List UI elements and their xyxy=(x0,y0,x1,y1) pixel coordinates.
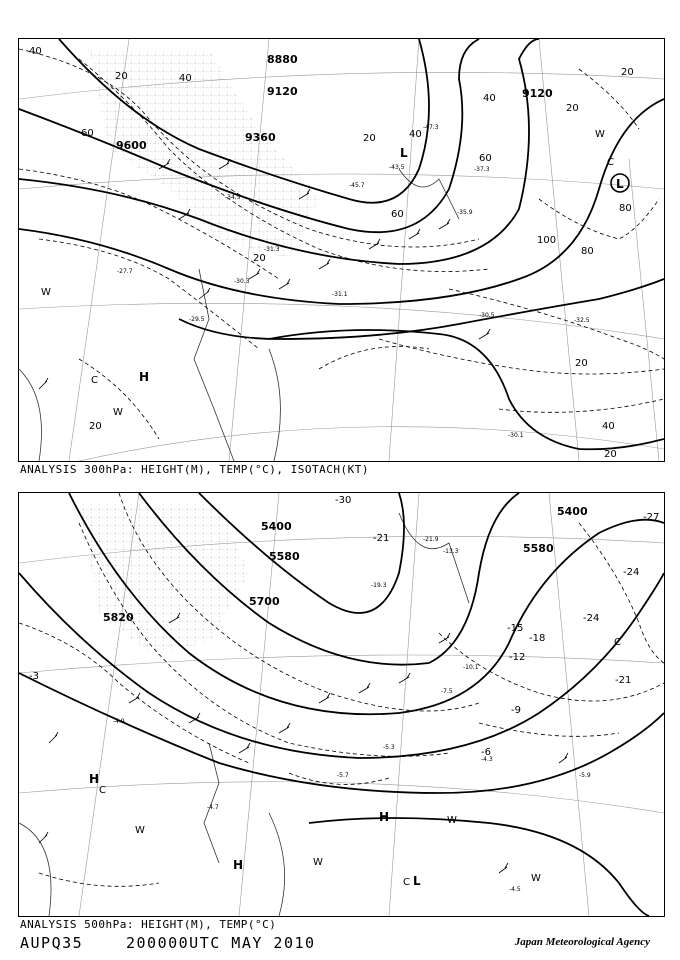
cold-center-marker: C xyxy=(607,157,614,168)
high-pressure-marker: H xyxy=(89,772,100,786)
isotherm-label: -15 xyxy=(507,623,524,634)
station-temp: -45.7 xyxy=(349,182,365,189)
isotach-label: 40 xyxy=(179,73,192,84)
station-temp: -5.7 xyxy=(337,772,349,779)
isotach-label: 20 xyxy=(621,67,634,78)
low-pressure-marker: L xyxy=(413,874,421,888)
station-temp: -43.5 xyxy=(389,164,405,171)
height-label: 9600 xyxy=(116,139,147,152)
isotach-label: 100 xyxy=(537,235,557,246)
station-temp: -13.3 xyxy=(443,548,459,555)
low-pressure-marker: L xyxy=(400,146,408,160)
isotach-label: 40 xyxy=(29,46,42,57)
cold-center-marker: C xyxy=(99,785,106,796)
isotach-label: 80 xyxy=(581,246,594,257)
isotherm-label: -12 xyxy=(509,652,526,663)
station-temp: -4.9 xyxy=(113,718,125,725)
station-temp: -37.3 xyxy=(474,166,490,173)
isotherm-label: -18 xyxy=(529,633,546,644)
isotherm-label: -21 xyxy=(373,533,390,544)
isotach-label: 20 xyxy=(604,449,617,460)
station-temp: -30.3 xyxy=(234,278,250,285)
isotach-label: 20 xyxy=(115,71,128,82)
station-temp: -47.3 xyxy=(423,124,439,131)
station-temp: -21.9 xyxy=(423,536,439,543)
isotach-label: 60 xyxy=(81,128,94,139)
caption-300hpa: ANALYSIS 300hPa: HEIGHT(M), TEMP(°C), ISOTACH(KT) xyxy=(20,463,370,476)
height-label: 5820 xyxy=(103,611,134,624)
isotherm-label: -27 xyxy=(643,512,660,523)
valid-time: 200000UTC MAY 2010 xyxy=(126,934,316,952)
warm-center-marker: W xyxy=(447,815,457,826)
station-temp: -5.9 xyxy=(579,772,591,779)
station-temp: -5.3 xyxy=(383,744,395,751)
station-temp: -4.5 xyxy=(509,886,521,893)
isotherm-label: -24 xyxy=(623,567,640,578)
isotach-label: 80 xyxy=(619,203,632,214)
isotherm-label: -9 xyxy=(511,705,521,716)
isotherm-label: -24 xyxy=(583,613,600,624)
station-temp: -30.5 xyxy=(479,312,495,319)
height-label: 5400 xyxy=(557,505,588,518)
height-label: 5580 xyxy=(269,550,300,563)
isotherm-label: -30 xyxy=(335,495,352,506)
station-temp: -35.9 xyxy=(457,209,473,216)
height-label: 9120 xyxy=(267,85,298,98)
isotherm-label: -3 xyxy=(29,671,39,682)
isotach-label: 40 xyxy=(483,93,496,104)
isotach-label: 40 xyxy=(602,421,615,432)
station-temp: -32.5 xyxy=(574,317,590,324)
isotach-label: 20 xyxy=(566,103,579,114)
warm-center-marker: W xyxy=(135,825,145,836)
station-temp: -34.5 xyxy=(225,194,241,201)
station-temp: -4.3 xyxy=(481,756,493,763)
caption-500hpa: ANALYSIS 500hPa: HEIGHT(M), TEMP(°C) xyxy=(20,918,277,931)
station-temp: -29.5 xyxy=(189,316,205,323)
map-500hpa-canvas xyxy=(19,493,664,916)
pressure-systems xyxy=(89,637,621,888)
station-temp: -10.1 xyxy=(463,664,479,671)
height-label: 8880 xyxy=(267,53,298,66)
station-temp: -19.3 xyxy=(371,582,387,589)
isotach-label: 20 xyxy=(89,421,102,432)
station-temp: -30.1 xyxy=(508,432,524,439)
warm-center-marker: W xyxy=(41,287,51,298)
isotach-label: 40 xyxy=(409,129,422,140)
warm-center-marker: W xyxy=(113,407,123,418)
isotach-label: 20 xyxy=(363,133,376,144)
height-label: 5580 xyxy=(523,542,554,555)
isotherm-label: -6 xyxy=(481,747,491,758)
isotherm-label: -21 xyxy=(615,675,632,686)
isotach-label: 60 xyxy=(479,153,492,164)
station-temp: -27.7 xyxy=(117,268,133,275)
height-label: 5700 xyxy=(249,595,280,608)
height-label: 5400 xyxy=(261,520,292,533)
low-pressure-marker: L xyxy=(616,177,624,191)
station-temp: -4.7 xyxy=(207,804,219,811)
warm-center-marker: W xyxy=(531,873,541,884)
isotach-label: 20 xyxy=(575,358,588,369)
map-300hpa xyxy=(18,38,665,462)
warm-center-marker: W xyxy=(313,857,323,868)
wind-barbs xyxy=(39,613,568,873)
map-500hpa xyxy=(18,492,665,917)
isotach-label: 60 xyxy=(391,209,404,220)
warm-center-marker: W xyxy=(595,129,605,140)
agency-name: Japan Meteorological Agency xyxy=(514,936,650,948)
isotach-label: 20 xyxy=(253,253,266,264)
station-temp: -7.5 xyxy=(441,688,453,695)
height-label: 9120 xyxy=(522,87,553,100)
product-code: AUPQ35 xyxy=(20,934,84,952)
cold-center-marker: C xyxy=(403,877,410,888)
map-300hpa-canvas xyxy=(19,39,664,461)
station-temp: -31.1 xyxy=(332,291,348,298)
height-label: 9360 xyxy=(245,131,276,144)
high-pressure-marker: H xyxy=(139,370,150,384)
station-temp: -31.3 xyxy=(264,246,280,253)
cold-center-marker: C xyxy=(91,375,98,386)
cold-center-marker: C xyxy=(614,637,621,648)
high-pressure-marker: H xyxy=(379,810,390,824)
high-pressure-marker: H xyxy=(233,858,244,872)
